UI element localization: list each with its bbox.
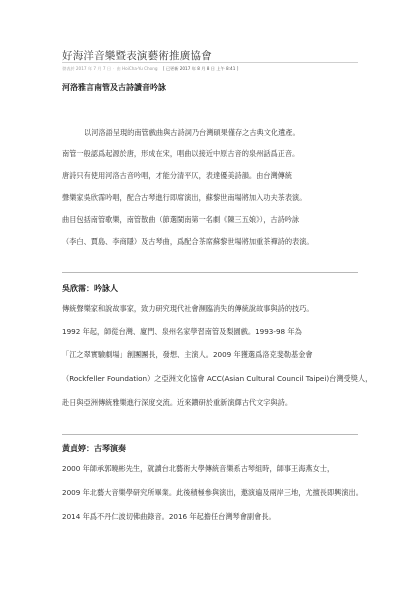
post-author: 由 HoiCha-Yu Chong [116, 66, 158, 71]
post-meta [62, 66, 238, 72]
paragraph-line: 2000 年師承郭曉彬先生，就讀台北藝術大學傳統音樂系古琴組時，師事王海燕女士， [62, 464, 335, 473]
paragraph-line: 曲目包括南管歌樂，南管散曲（節選閩南第一名劇《陳三五娘》），古詩吟詠 [62, 215, 300, 224]
paragraph-line: 唐詩只有使用河洛古音吟唱，才能分清平仄，表達優美詩韻。由台灣傳統 [62, 171, 293, 180]
paragraph-line: 1992 年起，師從台灣、廈門、泉州名家學習南管及梨園戲。1993-98 年為 [62, 327, 302, 336]
paragraph-line: （李白、賈島、李商隱）及古琴曲，爲配合茶席蘇黎世場將加重茶禪詩的表演。 [62, 237, 314, 246]
post-date: 發表於 2017 年 7 月 7 日 [62, 66, 112, 71]
post-updated: [ 已更新 2017 年 8 月 8 日 上午 8:41 ] [162, 66, 239, 71]
paragraph-line: 南管一般認爲起源於唐，形成在宋，唱曲以接近中原古音的泉州話爲正音。 [62, 149, 300, 158]
paragraph-line: 2009 年北藝大音樂學研究所畢業。此後積極參與演出，邀演遍及兩岸三地，尤擅長即興演出。 [62, 488, 363, 497]
meta-separator: · [113, 66, 115, 71]
section-heading-nanguan: 河洛雅言南管及古詩讀音吟詠 [62, 83, 166, 92]
meta-separator [160, 66, 161, 71]
paragraph-line: （Rockfeller Foundation）之亞洲文化協會 ACC(Asian Cultural Council Taipei)台灣受獎人， [62, 374, 373, 383]
section-divider [62, 272, 358, 273]
paragraph-line: 聲樂家吳欣霈吟唱，配合古琴進行即席演出，蘇黎世南場將加入功夫茶表演。 [62, 193, 307, 202]
paragraph-line: 2014 年爲不丹仁波切佛曲錄音。2016 年起擔任台灣琴會副會長。 [62, 512, 276, 521]
paragraph-line: 以河洛語呈現的南管戲曲與古詩詞乃台灣碩果僅存之古典文化遺產。 [84, 128, 300, 137]
section-heading-guqin: 黃貞婷：古琴演奏 [62, 444, 126, 453]
section-heading-performer: 吳欣霈：吟詠人 [62, 284, 118, 293]
section-divider [62, 434, 358, 435]
page-title: 好海洋音樂暨表演藝術推廣協會 [62, 50, 212, 62]
paragraph-line: 赴日與亞洲傳統雅樂進行深度交流。近來鑽研於重新演繹古代文字與詩。 [62, 398, 293, 407]
title-divider [62, 62, 358, 63]
paragraph-line: 「江之翠實驗劇場」創團團長，發想、主演人。2009 年獲選爲洛克斐勒基金會 [62, 350, 313, 359]
paragraph-line: 傳統聲樂家和說故事家，致力研究現代社會瀕臨消失的傳統說故事與詩的技巧。 [62, 304, 314, 313]
